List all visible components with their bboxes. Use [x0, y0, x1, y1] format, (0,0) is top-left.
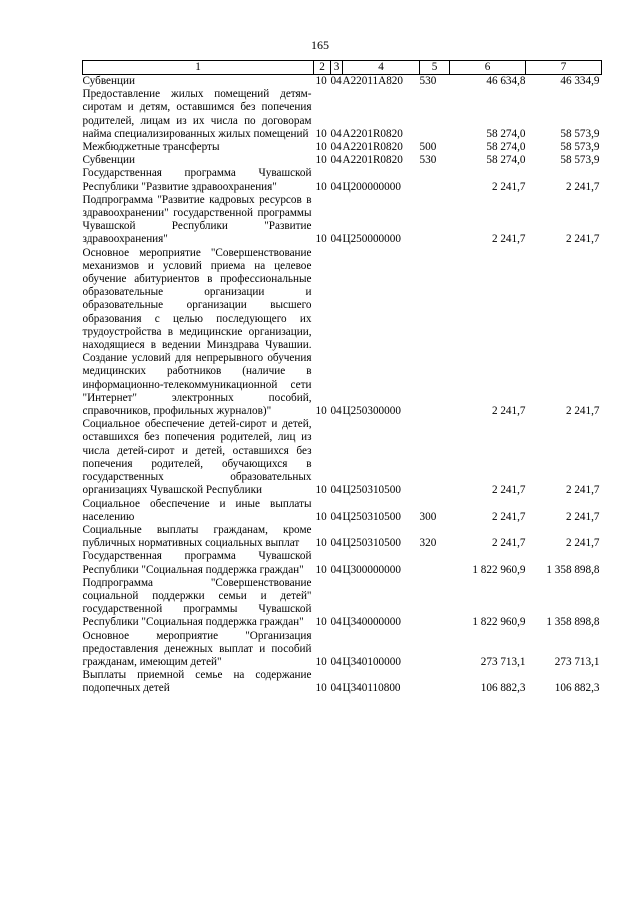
column-header: 2 [314, 61, 331, 75]
target-article-code: А2201R0820 [342, 154, 403, 167]
row-name: Государственная программа Чувашской Республики "Социальная поддержка граждан" [82, 550, 312, 576]
column-header: 4 [343, 61, 420, 75]
expense-type-code: 530 [419, 75, 437, 87]
target-article-code: Ц250310500 [342, 510, 401, 523]
table-row [83, 577, 602, 630]
subsection-code: 04 [330, 405, 342, 418]
section-code: 10 [315, 484, 327, 497]
amount-year-1: 2 241,7 [491, 405, 526, 418]
amount-year-1: 1 822 960,9 [472, 616, 526, 629]
table-row [83, 75, 602, 89]
expense-type-code: 320 [419, 537, 437, 550]
amount-year-1: 1 822 960,9 [472, 563, 526, 576]
target-article-code: Ц340000000 [342, 616, 401, 629]
table-row [83, 88, 602, 141]
amount-year-1: 2 241,7 [491, 484, 526, 497]
amount-year-2: 273 713,1 [554, 655, 600, 668]
amount-year-2: 2 241,7 [565, 405, 600, 418]
subsection-code: 04 [330, 563, 342, 576]
table-row [83, 194, 602, 247]
amount-year-1: 2 241,7 [491, 537, 526, 550]
row-name: Подпрограмма "Совершенствование социальной поддержки семьи и детей" государственной программы Чувашской Республики "Социальная поддержка граждан" [82, 576, 312, 629]
expense-type-code [420, 167, 450, 193]
section-code: 10 [315, 154, 327, 167]
column-header: 6 [450, 61, 526, 75]
amount-year-2: 2 241,7 [565, 484, 600, 497]
table-row [83, 141, 602, 154]
amount-year-2: 2 241,7 [565, 537, 600, 550]
subsection-code: 04 [330, 75, 342, 87]
row-name: Государственная программа Чувашской Республики "Развитие здравоохранения" [82, 167, 312, 193]
row-name: Социальное обеспечение детей-сирот и детей, оставшихся без попечения родителей, лиц из числа детей-сирот и детей, оставшихся без попечения родителей, обучающихся в государственных образовательных организациях Чувашской Республики [82, 418, 312, 497]
table-row [83, 669, 602, 695]
amount-year-1: 273 713,1 [480, 655, 526, 668]
amount-year-2: 2 241,7 [565, 233, 600, 246]
column-header: 3 [331, 61, 343, 75]
section-code: 10 [315, 616, 327, 629]
amount-year-1: 2 241,7 [491, 180, 526, 193]
table-row [83, 154, 602, 167]
expense-type-code [420, 669, 450, 695]
page-number: 165 [311, 38, 329, 52]
row-name: Выплаты приемной семье на содержание подопечных детей [82, 669, 312, 695]
target-article-code: Ц340100000 [342, 655, 401, 668]
section-code: 10 [315, 682, 327, 695]
subsection-code: 04 [330, 484, 342, 497]
subsection-code: 04 [330, 127, 342, 140]
amount-year-2: 46 334,9 [560, 75, 600, 87]
target-article-code: Ц250310500 [342, 537, 401, 550]
expense-type-code [420, 88, 450, 141]
section-code: 10 [315, 75, 327, 87]
amount-year-2: 58 573,9 [560, 141, 600, 154]
expense-type-code [420, 577, 450, 630]
subsection-code: 04 [330, 537, 342, 550]
expense-type-code [420, 247, 450, 419]
expense-type-code [420, 418, 450, 497]
target-article-code: Ц300000000 [342, 563, 401, 576]
row-name: Межбюджетные трансферты [82, 141, 220, 154]
subsection-code: 04 [330, 154, 342, 167]
target-article-code: Ц200000000 [342, 180, 401, 193]
row-name: Предоставление жилых помещений детям-сиротам и детям, оставшимся без попечения родителей, лицам из их числа по договорам найма специализированных жилых помещений [82, 88, 312, 140]
row-name: Субвенции [82, 75, 135, 87]
amount-year-2: 1 358 898,8 [546, 563, 600, 576]
table-row [83, 524, 602, 550]
section-code: 10 [315, 655, 327, 668]
amount-year-1: 106 882,3 [480, 682, 526, 695]
subsection-code: 04 [330, 616, 342, 629]
section-code: 10 [315, 510, 327, 523]
section-code: 10 [315, 405, 327, 418]
table-row [83, 418, 602, 497]
amount-year-1: 58 274,0 [486, 154, 526, 167]
amount-year-2: 58 573,9 [560, 154, 600, 167]
table-body [83, 75, 602, 696]
target-article-code: Ц250300000 [342, 405, 401, 418]
table-row [83, 550, 602, 576]
target-article-code: Ц340110800 [342, 682, 401, 695]
amount-year-2: 58 573,9 [560, 127, 600, 140]
amount-year-1: 2 241,7 [491, 510, 526, 523]
row-name: Подпрограмма "Развитие кадровых ресурсов в здравоохранении" государственной программы Чувашской Республики "Развитие здравоохранения" [82, 193, 312, 246]
budget-table [82, 60, 602, 696]
row-name: Основное мероприятие "Совершенствование механизмов и условий приема на целевое обучение абитуриентов в профессиональные образовательные организации и образовательные организации высшего образования с целью последующего их трудоустройства в медицинские организации, находящиеся в ведении Минздрава Чувашии. Создание условий для непрерывного обучения медицинских работников (наличие в информационно-телекоммуникационной сети "Интернет" электронных пособий, справочников, профильных журналов)" [82, 246, 312, 418]
row-name: Субвенции [82, 154, 135, 167]
amount-year-2: 2 241,7 [565, 180, 600, 193]
section-code: 10 [315, 180, 327, 193]
expense-type-code: 530 [419, 154, 437, 167]
amount-year-2: 106 882,3 [554, 682, 600, 695]
amount-year-2: 1 358 898,8 [546, 616, 600, 629]
table-row [83, 630, 602, 670]
table-row [83, 498, 602, 524]
column-header: 1 [83, 61, 314, 75]
subsection-code: 04 [330, 655, 342, 668]
row-name: Социальное обеспечение и иные выплаты населению [82, 497, 312, 523]
row-name: Основное мероприятие "Организация предоставления денежных выплат и пособий гражданам, имеющим детей" [82, 629, 312, 668]
target-article-code: А2201R0820 [342, 127, 403, 140]
table-row [83, 167, 602, 193]
expense-type-code [420, 630, 450, 670]
amount-year-1: 58 274,0 [486, 141, 526, 154]
expense-type-code: 500 [419, 141, 437, 154]
row-name: Социальные выплаты гражданам, кроме публичных нормативных социальных выплат [82, 523, 312, 550]
amount-year-1: 2 241,7 [491, 233, 526, 246]
expense-type-code [420, 194, 450, 247]
table-row [83, 247, 602, 419]
amount-year-2: 2 241,7 [565, 510, 600, 523]
subsection-code: 04 [330, 141, 342, 154]
expense-type-code: 300 [419, 510, 437, 523]
subsection-code: 04 [330, 682, 342, 695]
column-number-header-row [83, 61, 602, 75]
target-article-code: А2201R0820 [342, 141, 403, 154]
section-code: 10 [315, 537, 327, 550]
column-header: 7 [526, 61, 602, 75]
target-article-code: Ц250000000 [342, 233, 401, 246]
target-article-code: Ц250310500 [342, 484, 401, 497]
column-header: 5 [420, 61, 450, 75]
section-code: 10 [315, 233, 327, 246]
subsection-code: 04 [330, 180, 342, 193]
subsection-code: 04 [330, 233, 342, 246]
section-code: 10 [315, 563, 327, 576]
amount-year-1: 46 634,8 [486, 75, 526, 87]
amount-year-1: 58 274,0 [486, 127, 526, 140]
subsection-code: 04 [330, 510, 342, 523]
target-article-code: А22011А820 [342, 75, 403, 87]
section-code: 10 [315, 141, 327, 154]
section-code: 10 [315, 127, 327, 140]
expense-type-code [420, 550, 450, 576]
